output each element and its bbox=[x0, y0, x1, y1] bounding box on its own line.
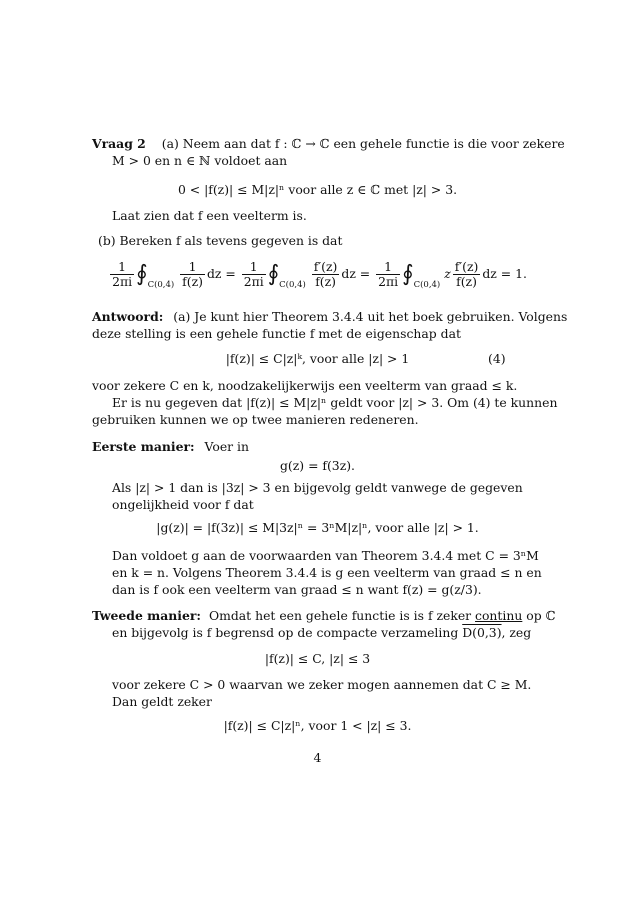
second-method-line-1 bbox=[92, 608, 555, 623]
second-method-equation-2: |f(z)| ≤ C|z|ⁿ, voor 1 < |z| ≤ 3. bbox=[223, 718, 412, 733]
dz-2: dz = bbox=[341, 266, 371, 281]
first-method-heading bbox=[92, 439, 249, 454]
fraction-1: $\frac{1}{2\pi i}$ bbox=[112, 259, 133, 289]
question-b-equation bbox=[0, 256, 635, 303]
fraction-2: $\frac{1}{f(z)}$ bbox=[182, 259, 203, 289]
z-factor: z bbox=[444, 266, 451, 281]
fraction-4: $\frac{f'(z)}{f(z)}$ bbox=[313, 259, 338, 289]
second-method-text-1c: op ℂ bbox=[522, 608, 556, 623]
second-method-label: Tweede manier: bbox=[92, 608, 201, 623]
fraction-3: $\frac{1}{2\pi i}$ bbox=[243, 259, 264, 289]
first-method-line-1: Als |z| > 1 dan is |3z| > 3 en bijgevolg geldt vanwege de gegeven bbox=[112, 480, 523, 495]
question-a-equation: 0 < |f(z)| ≤ M|z|ⁿ voor alle z ∈ ℂ met |z| > 3. bbox=[177, 182, 458, 197]
answer-text-1: (a) Je kunt hier Theorem 3.4.4 uit het boek gebruiken. Volgens bbox=[173, 309, 568, 324]
question-a-line-2: M > 0 en n ∈ ℕ voldoet aan bbox=[112, 153, 288, 168]
first-method-line-5: dan is f ook een veelterm van graad ≤ n want f(z) = g(z/3). bbox=[112, 582, 482, 597]
question-a-line-3: Laat zien dat f een veelterm is. bbox=[112, 208, 307, 223]
second-method-line-3: voor zekere C > 0 waarvan we zeker mogen aannemen dat C ≥ M. bbox=[112, 677, 532, 692]
question-label: Vraag 2 bbox=[92, 136, 146, 151]
answer-equation-4: |f(z)| ≤ C|z|ᵏ, voor alle |z| > 1 bbox=[225, 351, 410, 366]
page-number: 4 bbox=[313, 750, 322, 765]
contour-integral-icon: ∮ bbox=[267, 261, 280, 287]
first-method-label: Eerste manier: bbox=[92, 439, 195, 454]
fraction-5: $\frac{1}{2\pi i}$ bbox=[378, 259, 399, 289]
first-method-equation: g(z) = f(3z). bbox=[280, 458, 355, 473]
dz-1: dz = bbox=[206, 266, 236, 281]
question-a-line-1 bbox=[92, 136, 565, 151]
first-method-line-4: en k = n. Volgens Theorem 3.4.4 is g een veelterm van graad ≤ n en bbox=[112, 565, 542, 580]
closed-disc-symbol: D(0,3) bbox=[462, 625, 502, 640]
second-method-line-4: Dan geldt zeker bbox=[112, 694, 212, 709]
second-method-text-2a: en bijgevolg is f begrensd op de compacte verzameling bbox=[112, 625, 463, 640]
contour-subscript-2: C(0,4) bbox=[279, 280, 306, 290]
contour-integral-icon: ∮ bbox=[136, 261, 148, 287]
equation-number: (4) bbox=[488, 351, 506, 366]
answer-label: Antwoord: bbox=[92, 309, 164, 324]
contour-subscript-3: C(0,4) bbox=[413, 280, 441, 290]
question-b-line-1: (b) Bereken f als tevens gegeven is dat bbox=[98, 233, 343, 248]
dz-3: dz = 1. bbox=[482, 266, 527, 281]
first-method-line-2: ongelijkheid voor f dat bbox=[112, 497, 254, 512]
first-method-intro: Voer in bbox=[204, 439, 249, 454]
second-method-underlined-word: continu bbox=[475, 608, 523, 623]
answer-line-5: gebruiken kunnen we op twee manieren redeneren. bbox=[92, 412, 419, 427]
second-method-text-2c: , zeg bbox=[501, 625, 532, 640]
first-method-line-3: Dan voldoet g aan de voorwaarden van Theorem 3.4.4 met C = 3ⁿM bbox=[112, 548, 539, 563]
first-method-equation-2: |g(z)| = |f(3z)| ≤ M|3z|ⁿ = 3ⁿM|z|ⁿ, voor alle |z| > 1. bbox=[156, 520, 479, 535]
second-method-line-2 bbox=[112, 625, 531, 640]
fraction-6: $\frac{f'(z)}{f(z)}$ bbox=[454, 259, 479, 289]
second-method-text-1a: Omdat het een gehele functie is is f zeker bbox=[208, 608, 476, 623]
answer-line-1 bbox=[92, 309, 567, 324]
contour-subscript-1: C(0,4) bbox=[147, 280, 175, 290]
contour-integral-icon: ∮ bbox=[402, 261, 414, 287]
answer-line-2: deze stelling is een gehele functie f met de eigenschap dat bbox=[92, 326, 461, 341]
question-a-text-1: (a) Neem aan dat f : ℂ → ℂ een gehele functie is die voor zekere bbox=[161, 136, 565, 151]
answer-line-3: voor zekere C en k, noodzakelijkerwijs een veelterm van graad ≤ k. bbox=[92, 378, 518, 393]
answer-line-4: Er is nu gegeven dat |f(z)| ≤ M|z|ⁿ geldt voor |z| > 3. Om (4) te kunnen bbox=[112, 395, 558, 410]
second-method-equation-1: |f(z)| ≤ C, |z| ≤ 3 bbox=[264, 651, 371, 666]
